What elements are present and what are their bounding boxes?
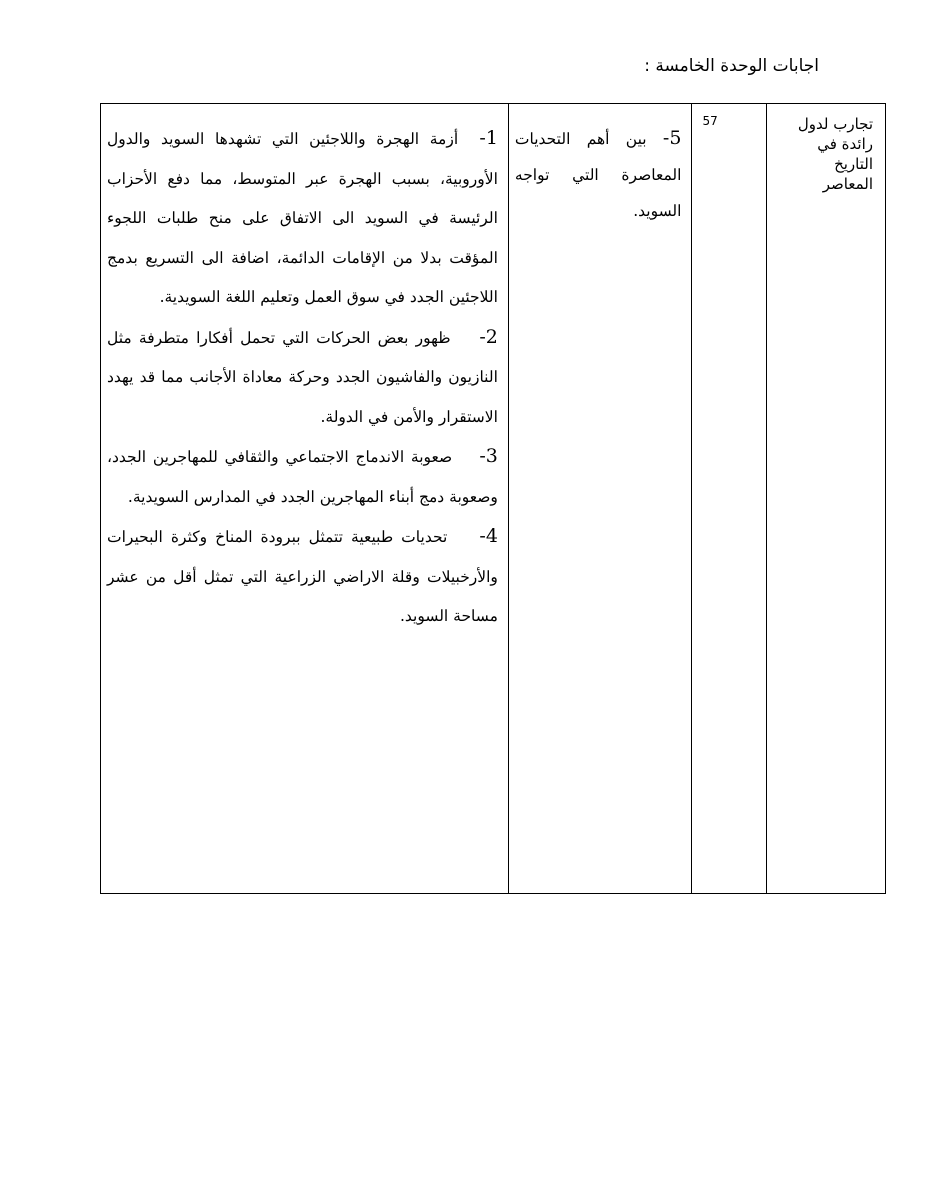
- answer-item: [107, 517, 498, 637]
- answer-cell: [101, 104, 508, 893]
- page-number: 57: [702, 114, 718, 128]
- page-number-cell: [691, 104, 766, 893]
- answer-number: 3-: [479, 445, 498, 467]
- answers-table: [100, 103, 886, 894]
- lesson-cell: [766, 104, 885, 893]
- answer-number: 1-: [479, 127, 498, 149]
- answer-number: 4-: [479, 525, 498, 547]
- answer-item: [107, 318, 498, 438]
- answer-text: ظهور بعض الحركات التي تحمل أفكارا متطرفة مثل النازيون والفاشيون الجدد وحركة معاداة الأجانب مما قد يهدد الاستقرار والأمن في الدولة.: [107, 328, 498, 426]
- answer-text: تحديات طبيعية تتمثل ببرودة المناخ وكثرة البحيرات والأرخبيلات وقلة الاراضي الزراعية التي تمثل أقل من عشر مساحة السويد.: [107, 528, 498, 625]
- question-cell: [508, 104, 692, 893]
- question-body: بين أهم التحديات المعاصرة التي تواجه السويد.: [514, 130, 682, 220]
- answer-text: أزمة الهجرة واللاجئين التي تشهدها السويد والدول الأوروبية، بسبب الهجرة عبر المتوسط، مما دفع الأحزاب الرئيسة في السويد الى الاتفاق على منح طلبات اللجوء المؤقت بدلا من الإقامات الدائمة، اضافة الى التسريع بدمج اللاجئين الجدد في سوق العمل وتعليم اللغة السويدية.: [107, 130, 498, 306]
- page-heading: اجابات الوحدة الخامسة :: [644, 56, 819, 76]
- lesson-title: تجارب لدول رائدة في التاريخ المعاصر: [797, 115, 873, 193]
- question-text: [515, 120, 682, 229]
- answer-item: [107, 119, 498, 318]
- answer-item: [107, 437, 498, 517]
- question-number: 5-: [662, 127, 682, 149]
- answer-text: صعوبة الاندماج الاجتماعي والثقافي للمهاجرين الجدد، وصعوبة دمج أبناء المهاجرين الجدد في المدارس السويدية.: [107, 448, 498, 506]
- answer-number: 2-: [479, 325, 498, 348]
